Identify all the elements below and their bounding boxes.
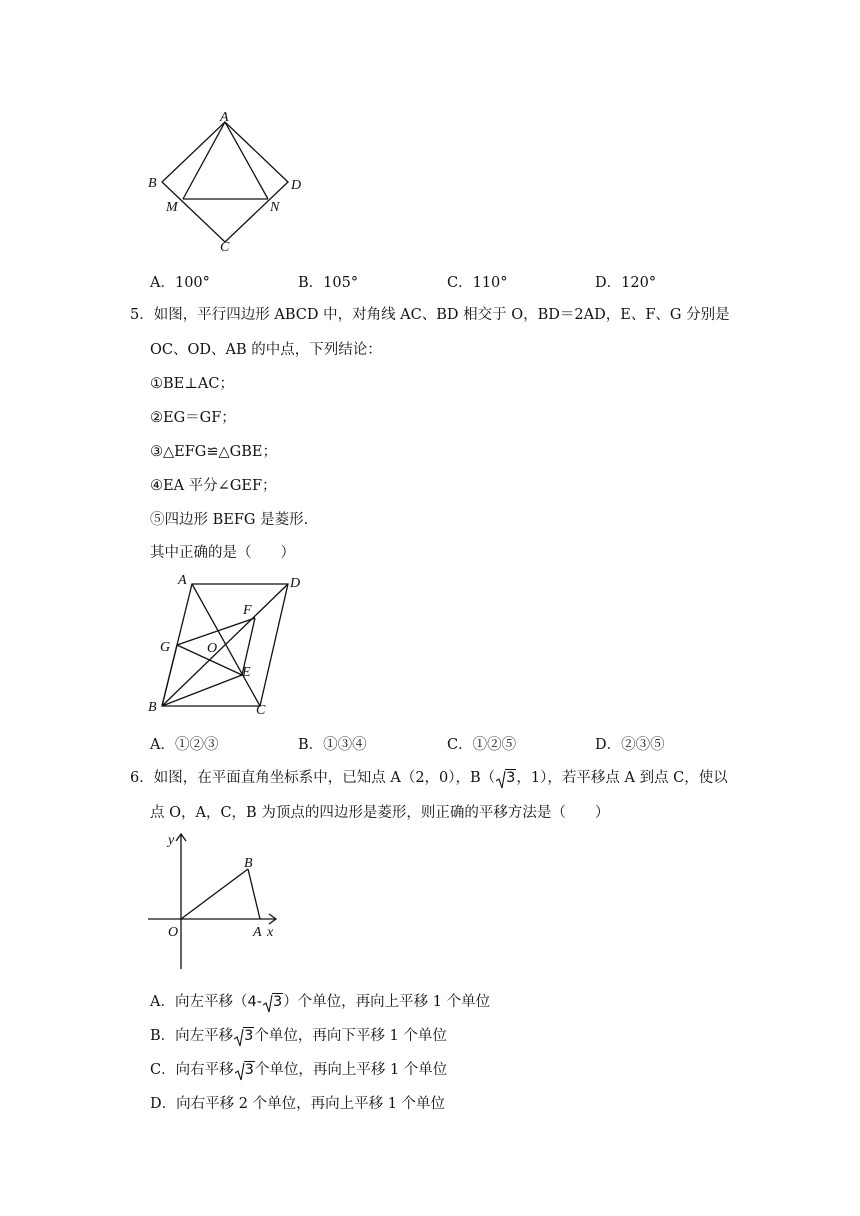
q5-stem-line1 xyxy=(130,303,730,324)
option-text: 向左平移（ xyxy=(174,994,248,1010)
option-text: 100° xyxy=(174,275,210,291)
q5-conclusion-5: ⑤四边形 BEFG 是菱形. xyxy=(150,512,309,528)
option-letter: A． xyxy=(150,737,175,753)
question-number: 5． xyxy=(130,307,154,323)
option-text: 个单位，再向上平移 1 个单位 xyxy=(254,1062,448,1078)
option-text: 向右平移 xyxy=(175,1062,234,1078)
q5-label-e: E xyxy=(242,665,251,680)
q5-option-a[interactable] xyxy=(150,733,218,754)
question-stem: ，1），若平移点 A 到点 C，使以 xyxy=(516,770,728,786)
option-text: ②③⑤ xyxy=(621,737,665,753)
q4-label-c: C xyxy=(220,240,230,255)
q6-option-a[interactable] xyxy=(150,990,490,1011)
option-letter: C． xyxy=(447,737,473,753)
option-text: ①②③ xyxy=(174,737,219,753)
sqrt-radicand: 3 xyxy=(244,1028,254,1044)
q5-line-be xyxy=(162,675,242,706)
sqrt-symbol xyxy=(263,994,283,1010)
q6-stem-line2: 点 O，A，C，B 为顶点的四边形是菱形，则正确的平移方法是（ ） xyxy=(150,805,610,821)
question-stem: 如图，平行四边形 ABCD 中，对角线 AC、BD 相交于 O，BD＝2AD，E、F、G 分别是 xyxy=(153,307,730,323)
sqrt-symbol xyxy=(496,770,516,786)
option-letter: A． xyxy=(150,994,175,1010)
option-letter: B． xyxy=(150,1028,176,1044)
q6-segment-ob xyxy=(181,869,248,919)
option-text: 120° xyxy=(621,275,657,291)
q4-label-d: D xyxy=(291,178,302,193)
q5-label-d: D xyxy=(290,576,301,591)
option-text: 向左平移 xyxy=(175,1028,234,1044)
option-letter: C． xyxy=(150,1062,176,1078)
q4-option-b[interactable] xyxy=(298,271,358,292)
option-letter: D． xyxy=(150,1096,177,1112)
option-letter: D． xyxy=(595,737,622,753)
q5-conclusion-2: ②EG＝GF； xyxy=(150,410,236,426)
option-letter: B． xyxy=(298,737,324,753)
sqrt-radicand: 3 xyxy=(506,770,516,786)
q6-label-b: B xyxy=(244,856,253,871)
q5-option-b[interactable] xyxy=(298,733,367,754)
q4-option-c[interactable] xyxy=(447,271,508,292)
q4-figure xyxy=(140,108,320,258)
option-text: ①②⑤ xyxy=(472,737,517,753)
q5-conclusion-4: ④EA 平分∠GEF； xyxy=(150,478,277,494)
q5-stem-line2: OC、OD、AB 的中点，下列结论： xyxy=(150,342,382,358)
q5-label-o: O xyxy=(207,641,218,656)
q6-option-b[interactable] xyxy=(150,1024,447,1045)
q6-label-y: y xyxy=(168,833,175,848)
q6-label-o: O xyxy=(168,925,179,940)
q5-label-g: G xyxy=(160,640,171,655)
q5-figure xyxy=(140,568,320,720)
option-text: 105° xyxy=(323,275,359,291)
sqrt-symbol xyxy=(234,1028,254,1044)
option-text: ）个单位，再向上平移 1 个单位 xyxy=(283,994,491,1010)
q4-label-n: N xyxy=(270,200,280,215)
q4-line-am xyxy=(183,122,225,199)
q5-label-f: F xyxy=(243,603,252,618)
q5-label-c: C xyxy=(256,703,266,718)
q4-rhombus xyxy=(162,122,288,242)
option-math: 4- xyxy=(247,994,262,1010)
q5-conclusion-1: ①BE⊥AC； xyxy=(150,376,234,392)
option-text: 个单位，再向下平移 1 个单位 xyxy=(254,1028,447,1044)
q6-label-a: A xyxy=(253,925,262,940)
q6-stem-line1 xyxy=(130,766,728,787)
question-stem: 如图，在平面直角坐标系中，已知点 A（2，0），B（ xyxy=(153,770,496,786)
q4-label-b: B xyxy=(148,176,157,191)
q6-figure xyxy=(140,826,290,974)
q4-option-d[interactable] xyxy=(595,271,656,292)
q4-label-a: A xyxy=(220,110,229,125)
q4-line-an xyxy=(225,122,268,199)
q6-option-c[interactable] xyxy=(150,1058,447,1079)
q6-segment-ba xyxy=(248,869,260,919)
q5-option-c[interactable] xyxy=(447,733,516,754)
q5-label-b: B xyxy=(148,700,157,715)
q6-label-x: x xyxy=(267,925,274,940)
option-letter: B． xyxy=(298,275,324,291)
option-text: 110° xyxy=(472,275,508,291)
option-text: ①③④ xyxy=(323,737,367,753)
sqrt-radicand: 3 xyxy=(244,1062,254,1078)
sqrt-radicand: 3 xyxy=(272,994,283,1010)
option-letter: A． xyxy=(150,275,175,291)
sqrt-symbol xyxy=(235,1062,255,1078)
q5-conclusion-3: ③△EFG≌△GBE； xyxy=(150,444,278,460)
option-letter: D． xyxy=(595,275,622,291)
q5-option-d[interactable] xyxy=(595,733,665,754)
q5-diagonal-bd xyxy=(162,584,288,706)
option-letter: C． xyxy=(447,275,473,291)
q4-option-a[interactable] xyxy=(150,271,210,292)
option-text: 向右平移 2 个单位，再向上平移 1 个单位 xyxy=(176,1096,446,1112)
question-number: 6． xyxy=(130,770,154,786)
q5-label-a: A xyxy=(178,573,187,588)
q4-label-m: M xyxy=(166,200,178,215)
q6-option-d[interactable] xyxy=(150,1092,445,1113)
q5-question: 其中正确的是（ ） xyxy=(150,545,295,561)
